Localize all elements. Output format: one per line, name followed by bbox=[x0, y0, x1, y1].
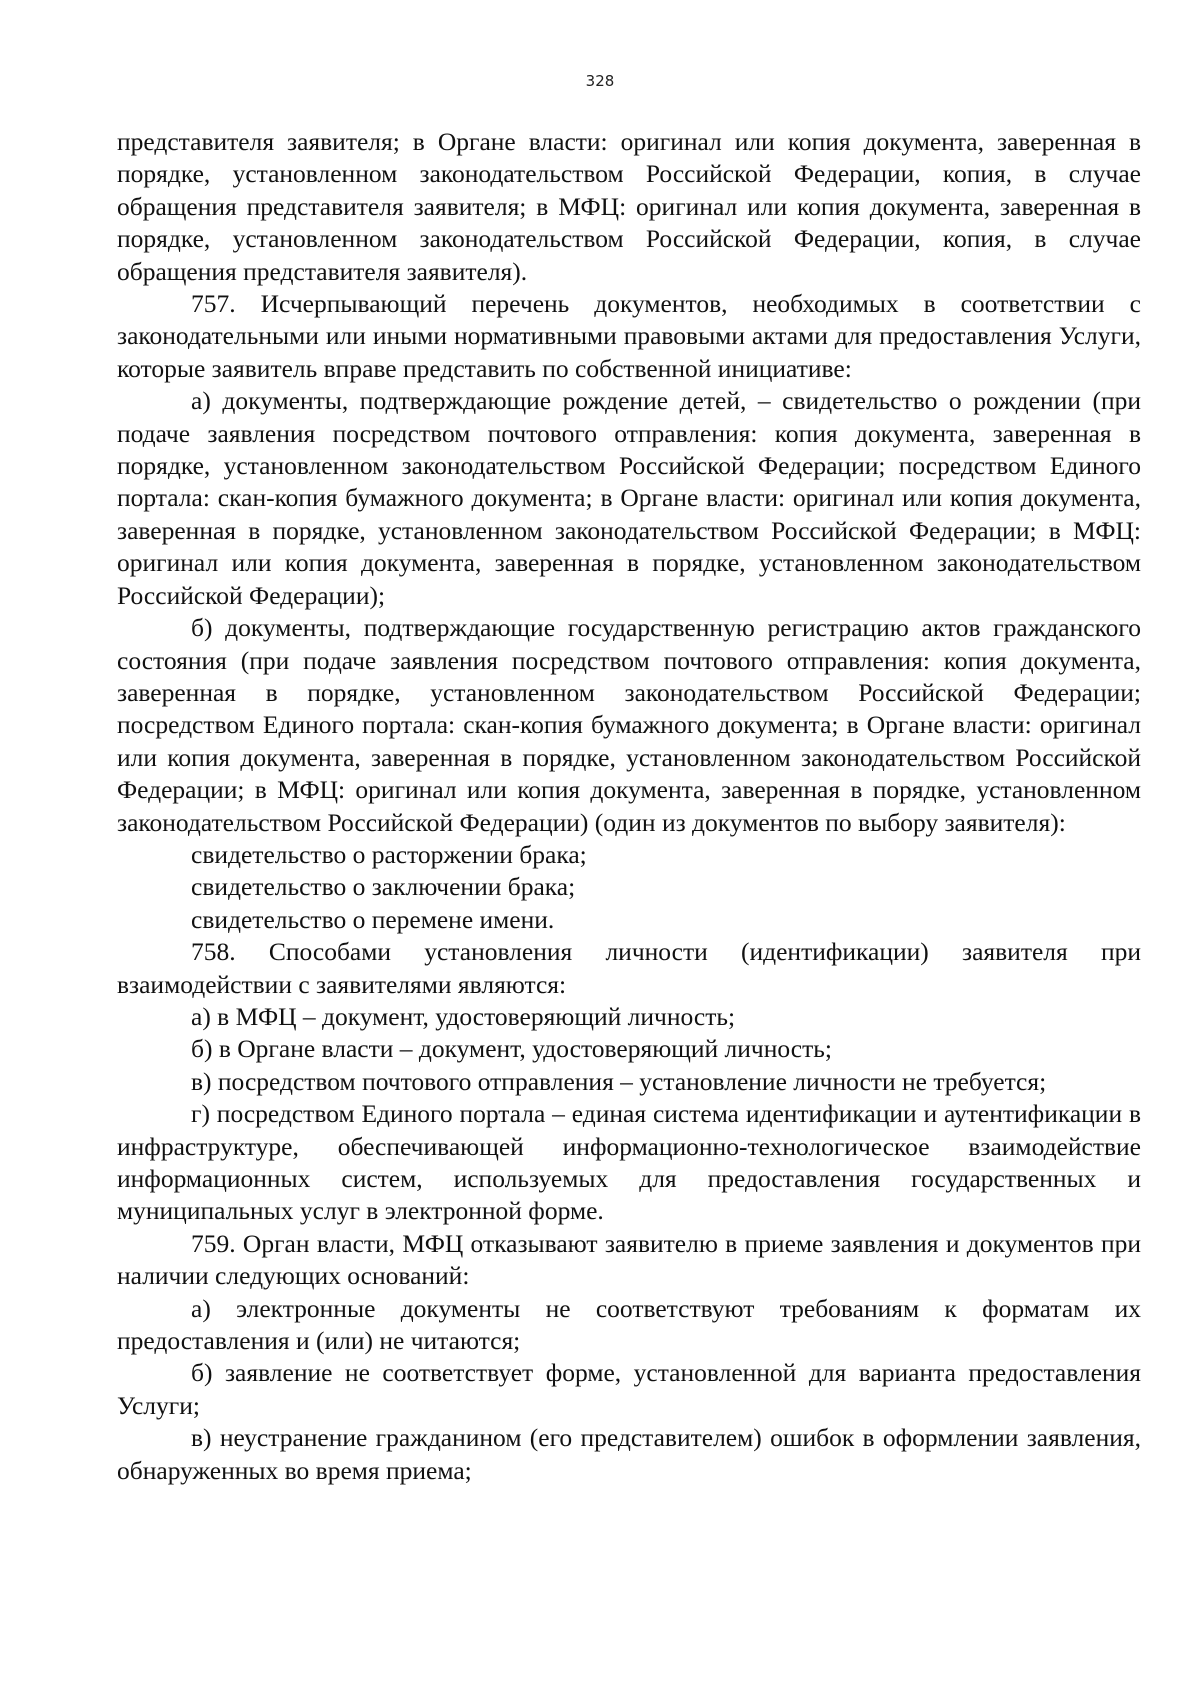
paragraph-759-a: а) электронные документы не соответствуют требованиям к форматам их предоставления и (или) не читаются; bbox=[117, 1293, 1141, 1356]
list-item-marriage: свидетельство о заключении брака; bbox=[191, 872, 576, 902]
paragraph-757-b: б) документы, подтверждающие государственную регистрацию актов гражданского состояния (при подаче заявления посредством почтового отправления: копия документа, заверенная в порядке, установленном законодательством Российской Федерации; посредством Единого портала: скан-копия бумажного документа; в Органе власти: оригинал или копия документа, заверенная в порядке, установленном законодательством Российской Федерации; в МФЦ: оригинал или копия документа, заверенная в порядке, установленном законодательством Российской Федерации) (один из документов по выбору заявителя): bbox=[117, 613, 1141, 837]
paragraph-757-a: а) документы, подтверждающие рождение детей, – свидетельство о рождении (при подаче заявления посредством почтового отправления: копия документа, заверенная в порядке, установленном законодательством Российской Федерации; посредством Единого портала: скан-копия бумажного документа; в Органе власти: оригинал или копия документа, заверенная в порядке, установленном законодательством Российской Федерации; в МФЦ: оригинал или копия документа, заверенная в порядке, установленном законодательством Российской Федерации); bbox=[117, 386, 1141, 610]
paragraph-758-b: б) в Органе власти – документ, удостоверяющий личность; bbox=[191, 1034, 832, 1064]
paragraph-758-v: в) посредством почтового отправления – установление личности не требуется; bbox=[191, 1066, 1047, 1096]
list-item-name-change: свидетельство о перемене имени. bbox=[191, 904, 555, 934]
paragraph-759-b: б) заявление не соответствует форме, установленной для варианта предоставления Услуги; bbox=[117, 1358, 1141, 1420]
list-item-divorce: свидетельство о расторжении брака; bbox=[191, 839, 587, 869]
paragraph-757: 757. Исчерпывающий перечень документов, необходимых в соответствии с законодательными или иными нормативными правовыми актами для предоставления Услуги, которые заявитель вправе представить по собственной инициативе: bbox=[117, 289, 1141, 383]
paragraph-continuation: представителя заявителя; в Органе власти: оригинал или копия документа, заверенная в порядке, установленном законодательством Российской Федерации, копия, в случае обращения представителя заявителя; в МФЦ: оригинал или копия документа, заверенная в порядке, установленном законодательством Российской Федерации, копия, в случае обращения представителя заявителя). bbox=[117, 127, 1141, 286]
paragraph-758: 758. Способами установления личности (идентификации) заявителя при взаимодействии с заявителями являются: bbox=[117, 937, 1141, 999]
paragraph-759-v: в) неустранение гражданином (его представителем) ошибок в оформлении заявления, обнаруженных во время приема; bbox=[117, 1423, 1141, 1485]
paragraph-759: 759. Орган власти, МФЦ отказывают заявителю в приеме заявления и документов при наличии следующих оснований: bbox=[117, 1228, 1141, 1291]
document-body bbox=[117, 126, 1141, 1487]
paragraph-758-g: г) посредством Единого портала – единая система идентификации и аутентификации в инфраструктуре, обеспечивающей информационно-технологическое взаимодействие информационных систем, используемых для предоставления государственных и муниципальных услуг в электронной форме. bbox=[117, 1099, 1141, 1226]
paragraph-758-a: а) в МФЦ – документ, удостоверяющий личность; bbox=[191, 1001, 736, 1031]
page-number: 328 bbox=[585, 72, 615, 90]
